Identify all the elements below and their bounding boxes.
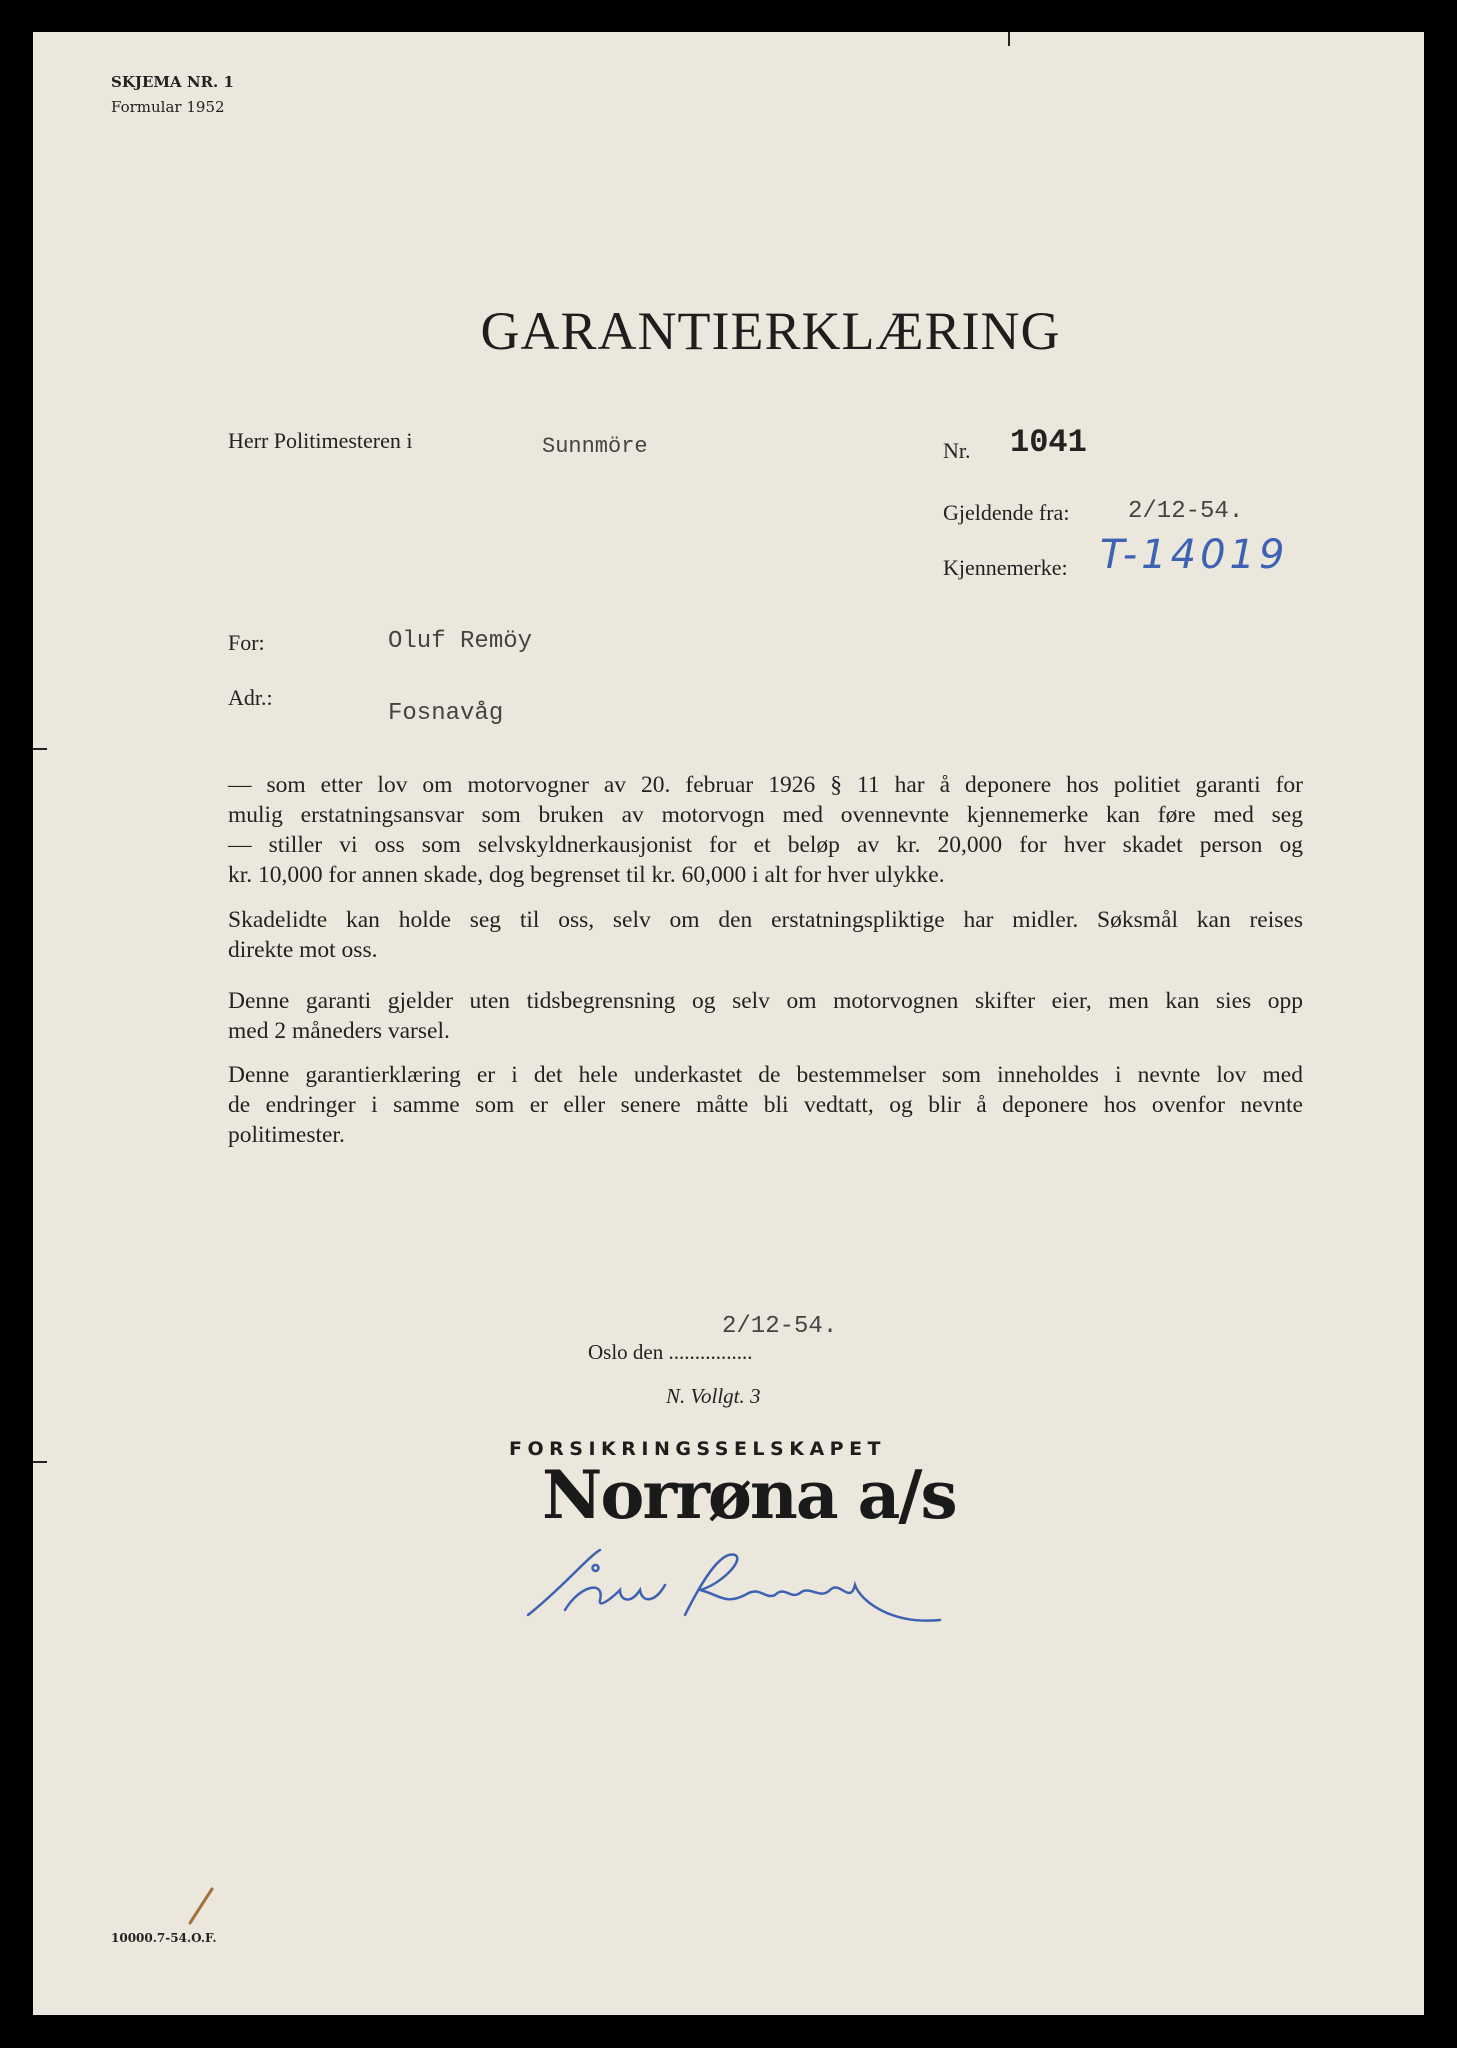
paragraph-line: — stiller vi oss som selvskyldnerkausjonist for et beløp av kr. 20,000 for hver skadet person og (228, 832, 1303, 858)
addressee-label: Herr Politimesteren i (228, 428, 413, 453)
signing-date: 2/12-54. (722, 1313, 838, 1340)
number-label: Nr. (943, 438, 971, 463)
fold-mark (33, 1461, 47, 1463)
number-value: 1041 (1010, 424, 1087, 461)
address-label: Adr.: (228, 685, 273, 710)
paragraph-line: — som etter lov om motorvogner av 20. februar 1926 § 11 har å deponere hos politiet garanti for (228, 772, 1303, 798)
footer-code: 10000.7-54.O.F. (111, 1931, 217, 1945)
paragraph-line: med 2 måneders varsel. (228, 1018, 450, 1044)
paragraph-line: Skadelidte kan holde seg til oss, selv om den erstatningspliktige har midler. Søksmål kan reises (228, 907, 1303, 933)
paragraph-line: politimester. (228, 1122, 345, 1148)
paragraph-line: Denne garantierklæring er i det hele underkastet de bestemmelser som inneholdes i nevnte lov med (228, 1062, 1303, 1088)
paragraph-line: Denne garanti gjelder uten tidsbegrensning og selv om motorvognen skifter eier, men kan sies opp (228, 988, 1303, 1014)
street-address: N. Vollgt. 3 (666, 1384, 761, 1408)
company-prefix: FORSIKRINGSSELSKAPET (509, 1438, 887, 1460)
company-logo: Norrøna a/s (542, 1456, 956, 1534)
registration-label: Kjennemerke: (943, 555, 1068, 580)
registration-value: T-14019 (1100, 532, 1289, 578)
addressee-value: Sunnmöre (542, 434, 648, 459)
page-title: GARANTIERKLÆRING (480, 301, 1061, 361)
paragraph-line: kr. 10,000 for annen skade, dog begrenset til kr. 60,000 i alt for hver ulykke. (228, 862, 945, 888)
paragraph-line: mulig erstatningsansvar som bruken av motorvogn med ovennevnte kjennemerke kan føre med seg (228, 802, 1303, 828)
paragraph-line: direkte mot oss. (228, 937, 378, 963)
valid-from-label: Gjeldende fra: (943, 500, 1070, 525)
form-year: Formular 1952 (111, 98, 225, 116)
fold-mark (1008, 32, 1010, 46)
form-id: SKJEMA NR. 1 (111, 73, 234, 91)
address-value: Fosnavåg (388, 700, 504, 727)
for-value: Oluf Remöy (388, 628, 533, 655)
ink-mark (188, 1885, 218, 1925)
valid-from-value: 2/12-54. (1128, 498, 1244, 525)
signature (520, 1545, 950, 1630)
paragraph-line: de endringer i samme som er eller senere måtte bli vedtatt, og blir å deponere hos ovenfor nevnte (228, 1092, 1303, 1118)
for-label: For: (228, 630, 265, 655)
fold-mark (33, 748, 47, 750)
signing-place: Oslo den ................ (588, 1340, 753, 1364)
